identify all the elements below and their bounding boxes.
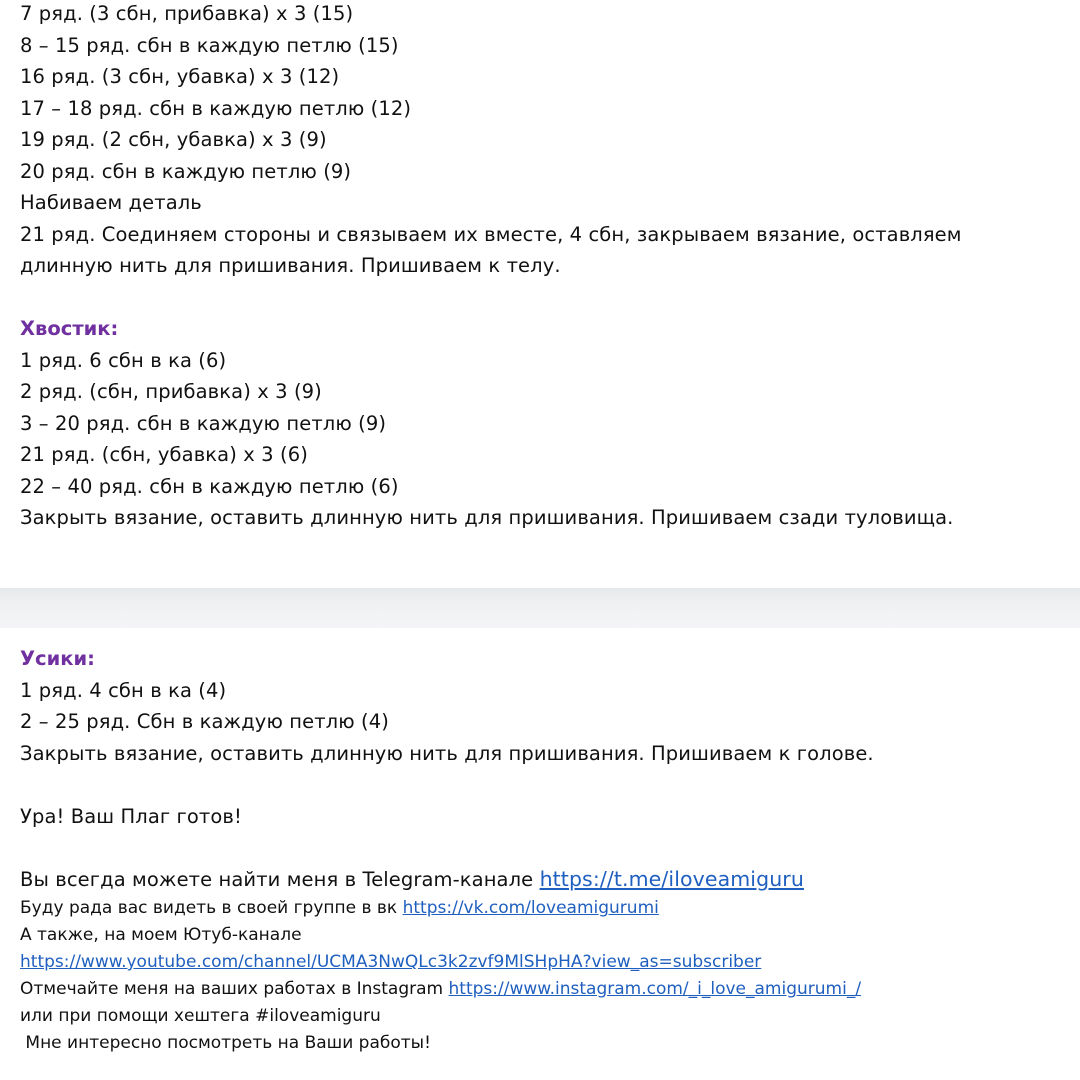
body-section (20, 0, 1070, 534)
text-line: 16 ряд. (3 сбн, убавка) х 3 (12) (20, 65, 340, 88)
instagram-link[interactable]: https://www.instagram.com/_i_love_amigurumi_/ (448, 979, 862, 999)
text-line: 17 – 18 ряд. сбн в каждую петлю (12) (20, 96, 412, 120)
instagram-text: Отмечайте меня на ваших работах в Instagram (20, 979, 449, 999)
youtube-text: А также, на моем Ютуб-канале (20, 925, 302, 945)
vk-link[interactable]: https://vk.com/loveamigurumi (402, 898, 659, 918)
text-line: Набиваем деталь (20, 191, 202, 214)
text-line: Закрыть вязание, оставить длинную нить для пришивания. Пришиваем к голове. (20, 741, 874, 765)
text-line: 8 – 15 ряд. сбн в каждую петлю (15) (20, 33, 399, 57)
youtube-line (20, 949, 1070, 976)
vk-text: Буду рада вас видеть в своей группе в вк (20, 898, 403, 918)
section-heading-tail: Хвостик: (20, 317, 119, 340)
section-heading-whiskers: Усики: (20, 647, 95, 670)
blank-line (20, 769, 1070, 801)
document-page-2 (0, 628, 1080, 1080)
text-line: 7 ряд. (3 сбн, прибавка) х 3 (15) (20, 2, 354, 25)
hashtag-line: или при помощи хештега #iloveamiguru (20, 1006, 381, 1026)
text-line: 21 ряд. (сбн, убавка) х 3 (6) (20, 443, 308, 466)
body-section (20, 643, 1070, 1057)
text-line: 19 ряд. (2 сбн, убавка) х 3 (9) (20, 128, 327, 151)
instagram-line (20, 976, 1070, 1003)
text-line: 21 ряд. Соединяем стороны и связываем их вместе, 4 сбн, закрываем вязание, оставляем (20, 222, 962, 246)
telegram-line (20, 864, 1070, 896)
telegram-link[interactable]: https://t.me/iloveamiguru (539, 866, 804, 891)
closing-line: Мне интересно посмотреть на Ваши работы! (20, 1033, 431, 1053)
blank-line (20, 832, 1070, 864)
youtube-link[interactable]: https://www.youtube.com/channel/UCMA3NwQLc3k2zvf9MlSHpHA?view_as=subscriber (20, 952, 762, 972)
text-line: 3 – 20 ряд. сбн в каждую петлю (9) (20, 411, 387, 435)
text-line: длинную нить для пришивания. Пришиваем к телу. (20, 254, 561, 277)
page-separator (0, 588, 1080, 628)
vk-line (20, 895, 1070, 922)
text-line: 2 ряд. (сбн, прибавка) х 3 (9) (20, 380, 322, 403)
text-line: Закрыть вязание, оставить длинную нить для пришивания. Пришиваем сзади туловища. (20, 506, 954, 529)
text-line: 20 ряд. сбн в каждую петлю (9) (20, 159, 352, 183)
text-line: 22 – 40 ряд. сбн в каждую петлю (6) (20, 474, 399, 498)
text-line: 2 – 25 ряд. Сбн в каждую петлю (4) (20, 710, 389, 733)
text-line: 1 ряд. 4 сбн в ка (4) (20, 678, 227, 702)
blank-line (20, 282, 1070, 314)
text-line: 1 ряд. 6 сбн в ка (6) (20, 348, 227, 372)
done-line: Ура! Ваш Плаг готов! (20, 804, 242, 828)
telegram-text: Вы всегда можете найти меня в Telegram-канале (20, 867, 540, 891)
